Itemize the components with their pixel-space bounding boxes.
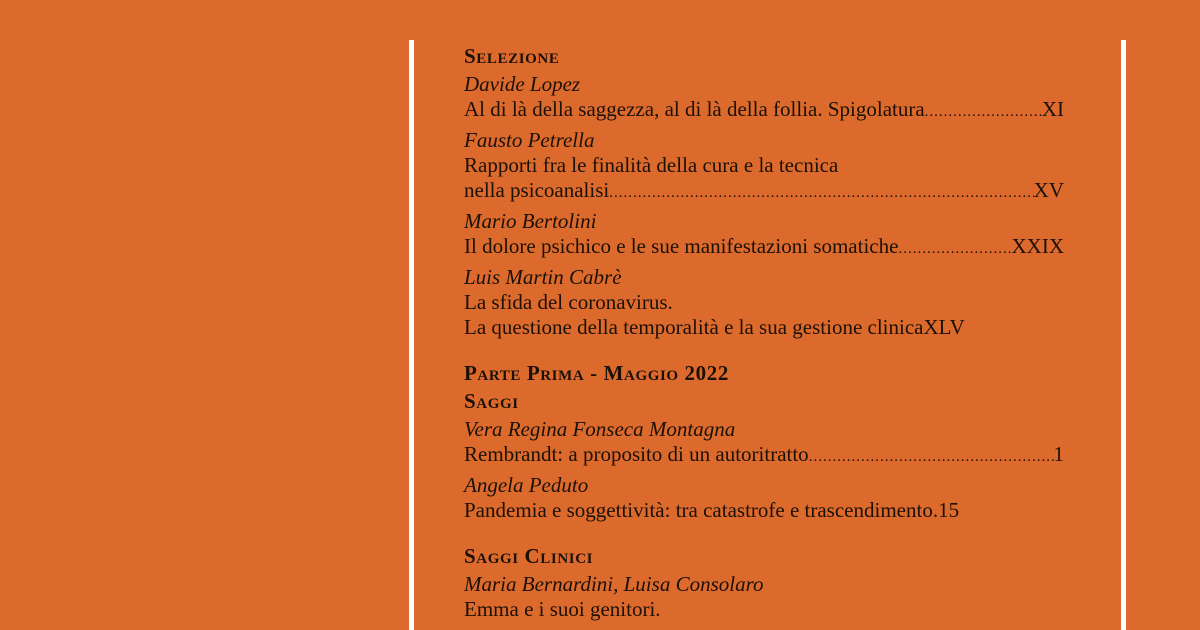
toc-entry[interactable] [464, 265, 1064, 340]
entry-author: Fausto Petrella [464, 128, 595, 152]
entry-title-continuation: La questione della temporalità e la sua gestione clinica [464, 315, 924, 339]
section-heading-saggi-clinici: Saggi Clinici [464, 544, 594, 568]
entry-page-number: XXIX [1011, 234, 1064, 258]
entry-title-line [464, 315, 1064, 340]
leader-dots [609, 181, 1033, 206]
right-white-rule [1121, 40, 1126, 630]
entry-author: Angela Peduto [464, 473, 589, 497]
entry-author: Mario Bertolini [464, 209, 597, 233]
entry-title: Emma e i suoi genitori. [464, 597, 661, 621]
table-of-contents [464, 43, 1064, 622]
entry-author: Vera Regina Fonseca Montagna [464, 417, 736, 441]
entry-title: La sfida del coronavirus. [464, 290, 673, 314]
entry-page-number: XV [1033, 178, 1064, 202]
toc-entry[interactable] [464, 572, 1064, 622]
entry-page-number: 15 [938, 498, 960, 522]
toc-entry[interactable] [464, 209, 1064, 262]
entry-title: Rembrandt: a proposito di un autoritratto [464, 442, 809, 466]
entry-title-line [464, 178, 1064, 206]
toc-entry[interactable] [464, 72, 1064, 125]
entry-page-number: 1 [1053, 442, 1064, 466]
leader-dots [925, 100, 1042, 125]
entry-title-line [464, 234, 1064, 262]
entry-title-line [464, 498, 1064, 523]
entry-author: Maria Bernardini, Luisa Consolaro [464, 572, 764, 596]
entry-title-line [464, 97, 1064, 125]
entry-title-continuation: nella psicoanalisi [464, 178, 610, 202]
entry-title-line [464, 442, 1064, 470]
entry-page-number: XLV [923, 315, 965, 339]
left-white-rule [409, 40, 414, 630]
toc-entry[interactable] [464, 417, 1064, 470]
section-heading-saggi: Saggi [464, 389, 519, 413]
entry-page-number: XI [1041, 97, 1064, 121]
leader-dots [809, 445, 1054, 470]
toc-entry[interactable] [464, 473, 1064, 523]
section-heading-selezione: Selezione [464, 44, 560, 68]
toc-entry[interactable] [464, 128, 1064, 206]
leader-dots [898, 237, 1011, 262]
section-heading-parte-prima: Parte Prima - Maggio 2022 [464, 361, 729, 385]
entry-author: Luis Martin Cabrè [464, 265, 622, 289]
entry-title: Al di là della saggezza, al di là della follia. Spigolatura [464, 97, 925, 121]
entry-title: Rapporti fra le finalità della cura e la tecnica [464, 153, 839, 177]
entry-title: Il dolore psichico e le sue manifestazioni somatiche [464, 234, 899, 258]
entry-title: Pandemia e soggettività: tra catastrofe e trascendimento. [464, 498, 939, 522]
entry-author: Davide Lopez [464, 72, 581, 96]
